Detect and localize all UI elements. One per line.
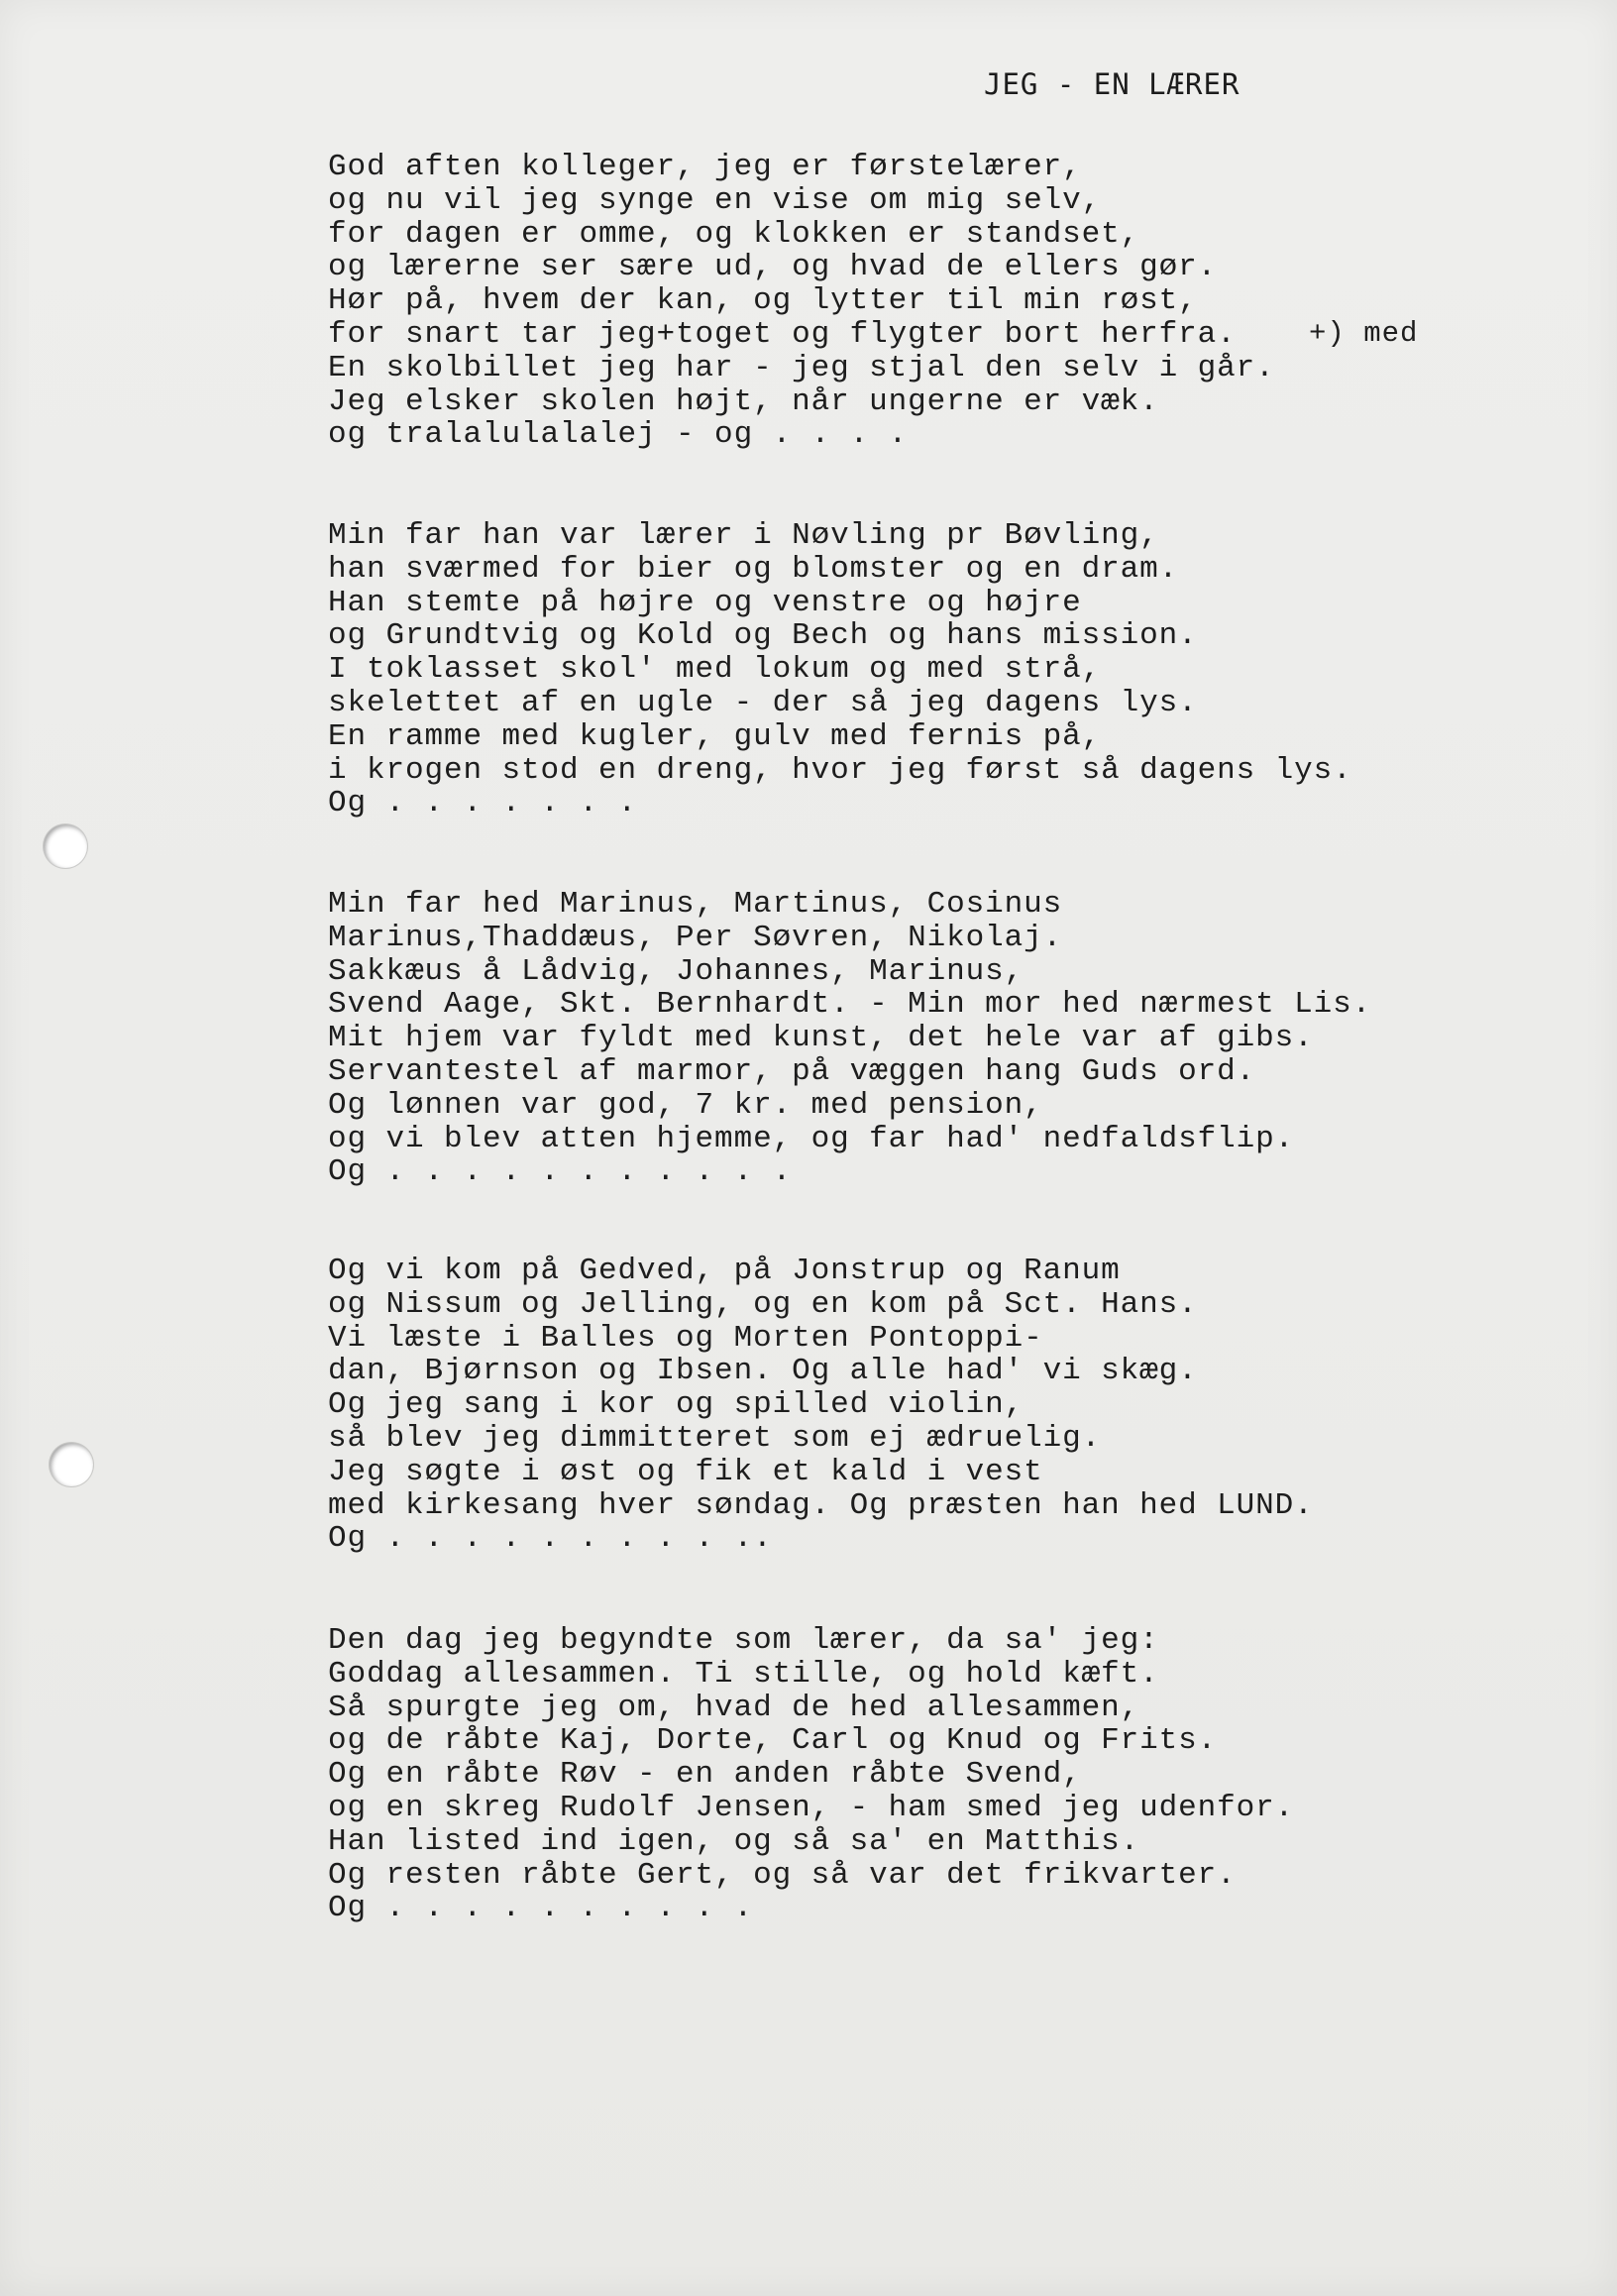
verse-line: dan, Bjørnson og Ibsen. Og alle had' vi skæg. xyxy=(328,1354,1198,1389)
verse-refrain: Og . . . . . . . . . . xyxy=(328,1891,754,1926)
verse-line: og vi blev atten hjemme, og far had' nedfaldsflip. xyxy=(328,1121,1295,1156)
punch-hole xyxy=(44,824,87,868)
verse-3 xyxy=(328,888,1371,1189)
verse-5 xyxy=(328,1624,1294,1925)
verse-line: En skolbillet jeg har - jeg stjal den selv i går. xyxy=(328,350,1275,385)
verse-line: for snart tar jeg+toget og flygter bort herfra. xyxy=(328,316,1237,352)
verse-line: Vi læste i Balles og Morten Pontoppi- xyxy=(328,1320,1043,1356)
verse-line: han sværmed for bier og blomster og en dram. xyxy=(328,551,1179,587)
verse-line: med kirkesang hver søndag. Og præsten han hed LUND. xyxy=(328,1487,1314,1523)
margin-note: +) med xyxy=(1309,317,1419,350)
verse-line: Marinus,Thaddæus, Per Søvren, Nikolaj. xyxy=(328,920,1063,955)
verse-line: Goddag allesammen. Ti stille, og hold kæft. xyxy=(328,1656,1159,1692)
verse-line: Og en råbte Røv - en anden råbte Svend, xyxy=(328,1757,1082,1793)
verse-line: Hør på, hvem der kan, og lytter til min røst, xyxy=(328,283,1198,319)
verse-refrain: Og . . . . . . . . . .. xyxy=(328,1521,773,1557)
verse-line: og lærerne ser sære ud, og hvad de ellers gør. xyxy=(328,250,1218,285)
verse-line: Jeg søgte i øst og fik et kald i vest xyxy=(328,1454,1043,1489)
verse-line: Min far han var lærer i Nøvling pr Bøvling, xyxy=(328,518,1159,553)
verse-1 xyxy=(328,151,1275,452)
verse-line: I toklasset skol' med lokum og med strå, xyxy=(328,652,1102,688)
verse-line: Jeg elsker skolen højt, når ungerne er væk. xyxy=(328,383,1159,419)
verse-line: for dagen er omme, og klokken er standset, xyxy=(328,216,1140,252)
punch-hole xyxy=(50,1443,93,1486)
verse-line: og nu vil jeg synge en vise om mig selv, xyxy=(328,182,1102,218)
verse-line: Så spurgte jeg om, hvad de hed allesammen, xyxy=(328,1690,1140,1725)
verse-line: Han listed ind igen, og så sa' en Matthis. xyxy=(328,1823,1140,1859)
verse-line: og en skreg Rudolf Jensen, - ham smed jeg udenfor. xyxy=(328,1790,1295,1825)
verse-line: Min far hed Marinus, Martinus, Cosinus xyxy=(328,887,1063,922)
verse-line: og de råbte Kaj, Dorte, Carl og Knud og Frits. xyxy=(328,1723,1218,1759)
verse-line: Og vi kom på Gedved, på Jonstrup og Ranum xyxy=(328,1254,1121,1288)
verse-line: Svend Aage, Skt. Bernhardt. - Min mor hed nærmest Lis. xyxy=(328,987,1372,1023)
verse-line: God aften kolleger, jeg er førstelærer, xyxy=(328,150,1082,184)
verse-refrain: Og . . . . . . . xyxy=(328,786,638,821)
document-title: JEG - EN LÆRER xyxy=(984,67,1240,101)
verse-line: så blev jeg dimmitteret som ej ædruelig. xyxy=(328,1420,1102,1456)
verse-line: Og lønnen var god, 7 kr. med pension, xyxy=(328,1087,1043,1123)
verse-line: En ramme med kugler, gulv med fernis på, xyxy=(328,718,1102,754)
verse-line: og Grundtvig og Kold og Bech og hans mission. xyxy=(328,618,1198,654)
verse-line: skelettet af en ugle - der så jeg dagens lys. xyxy=(328,685,1198,720)
verse-line: og Nissum og Jelling, og en kom på Sct. Hans. xyxy=(328,1286,1198,1322)
verse-2 xyxy=(328,519,1352,820)
verse-4 xyxy=(328,1255,1314,1556)
verse-line: Og resten råbte Gert, og så var det frikvarter. xyxy=(328,1857,1237,1893)
verse-line: Servantestel af marmor, på væggen hang Guds ord. xyxy=(328,1053,1256,1089)
verse-refrain: Og . . . . . . . . . . . xyxy=(328,1154,793,1190)
verse-line: i krogen stod en dreng, hvor jeg først så dagens lys. xyxy=(328,752,1352,788)
verse-line: Og jeg sang i kor og spilled violin, xyxy=(328,1387,1024,1423)
verse-line: Han stemte på højre og venstre og højre xyxy=(328,585,1082,620)
verse-line: Den dag jeg begyndte som lærer, da sa' jeg: xyxy=(328,1623,1159,1658)
verse-line: Sakkæus å Lådvig, Johannes, Marinus, xyxy=(328,953,1024,989)
verse-line: Mit hjem var fyldt med kunst, det hele var af gibs. xyxy=(328,1021,1314,1056)
verse-refrain: og tralalulalalej - og . . . . xyxy=(328,417,909,453)
